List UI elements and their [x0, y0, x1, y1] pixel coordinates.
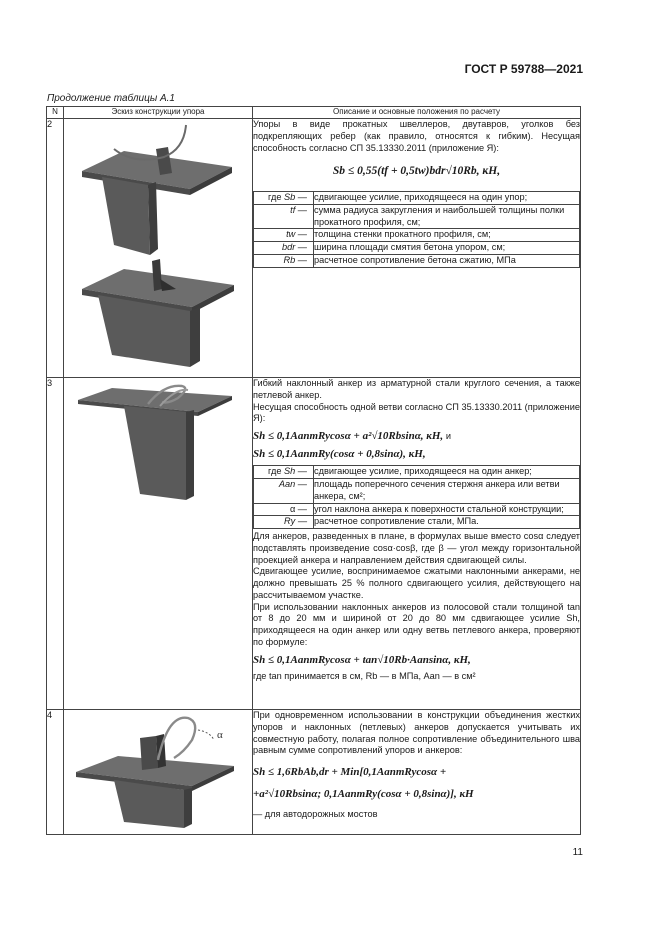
formula: Sh ≤ 0,1AanmRy(cosα + 0,8sinα), кН,: [253, 448, 426, 461]
description-paragraph: Упоры в виде прокатных швеллеров, двутавров, уголков без подкрепляющих ребер (как правило, относятся к гибким). Несущая способность согласно СП 35.13330.2011 (приложение Я):: [253, 119, 580, 153]
row-number: 2: [47, 119, 64, 378]
table-row: [47, 710, 581, 835]
table-header-row: [47, 107, 581, 119]
definition-text: площадь поперечного сечения стержня анкера или ветви анкера, см²;: [314, 478, 580, 503]
definitions-list: [253, 191, 580, 268]
description-paragraph: Несущая способность одной ветви согласно СП 35.13330.2011 (приложение Я):: [253, 401, 580, 424]
definition-symbol: где Sb —: [254, 192, 314, 205]
header-sketch: Эскиз конструкции упора: [64, 107, 253, 119]
sketch-cell: [64, 710, 253, 835]
description-paragraph: При одновременном использовании в конструкции объединения жестких упоров и наклонных (петлевых) анкеров допускается учитывать их совместную работу, полагая полное сопротивление объединительного шва равным сумме сопротивлений упоров и анкеров:: [253, 710, 580, 756]
definition-symbol: где Sh —: [254, 466, 314, 479]
definition-symbol: Rb —: [254, 254, 314, 267]
definition-text: толщина стенки прокатного профиля, см;: [314, 229, 580, 242]
description-cell: [253, 378, 581, 710]
description-paragraph: Гибкий наклонный анкер из арматурной стали круглого сечения, а также петлевой анкер.: [253, 378, 580, 400]
description-paragraph: Для анкеров, разведенных в плане, в формулах выше вместо cosα следует подставлять произведение cosα·cosβ, где β — угол между горизонтальной проекцией анкера и направлением действия сдвигающей силы.: [253, 531, 580, 565]
formula: Sh ≤ 0,1AanmRycosα + tan√10Rb·Aansinα, кН,: [253, 653, 471, 666]
formula: +a²√10Rbsinα; 0,1AanmRy(cosα + 0,8sinα)], кН: [253, 788, 474, 801]
definition-text: сдвигающее усилие, приходящееся на один анкер;: [314, 466, 580, 479]
description-cell: [253, 710, 581, 835]
definition-symbol: Ry —: [254, 516, 314, 529]
description-paragraph: где tan принимается в см, Rb — в МПа, Aan — в см²: [253, 670, 476, 681]
row-number: 3: [47, 378, 64, 710]
sketch-cell: [64, 119, 253, 378]
document-code: ГОСТ Р 59788—2021: [464, 62, 583, 76]
definition-text: сдвигающее усилие, приходящееся на один упор;: [314, 192, 580, 205]
definition-text: ширина площади смятия бетона упором, см;: [314, 242, 580, 255]
formula: Sb ≤ 0,55(tf + 0,5tw)bdr√10Rb, кН,: [332, 165, 501, 178]
header-number: N: [47, 107, 64, 119]
description-cell: [253, 119, 581, 378]
definition-symbol: tw —: [254, 229, 314, 242]
header-description: Описание и основные положения по расчету: [253, 107, 581, 119]
description-paragraph: При использовании наклонных анкеров из полосовой стали толщиной tan от 8 до 20 мм и шириной от 20 до 80 мм сдвигающее усилие Sh, приходящееся на один анкер или одну ветвь петлевого анкера, проверяют по формуле:: [253, 601, 580, 647]
description-paragraph: Сдвигающее усилие, воспринимаемое сжатыми наклонными анкерами, не должно превышать 25 % полного сдвигающего усилия, действующего на рассчитываемом участке.: [253, 566, 580, 600]
page-number: 11: [572, 847, 583, 858]
angle-label: α: [217, 729, 223, 741]
table-continuation-label: Продолжение таблицы А.1: [47, 93, 175, 104]
description-note: — для автодорожных мостов: [253, 809, 378, 820]
definition-symbol: Aan —: [254, 478, 314, 503]
definition-text: расчетное сопротивление стали, МПа.: [314, 516, 580, 529]
definition-text: угол наклона анкера к поверхности стальной конструкции;: [314, 503, 580, 516]
formula: Sh ≤ 1,6RbAb,dr + Min[0,1AanmRycosα +: [253, 766, 447, 779]
formula: Sh ≤ 0,1AanmRycosα + a²√10Rbsinα, кН, и: [253, 430, 452, 443]
combined-anchor-sketch: [64, 710, 253, 834]
channel-stud-sketch: [64, 119, 253, 377]
definition-text: сумма радиуса закругления и наибольшей толщины полки прокатного профиля, см;: [314, 204, 580, 229]
inclined-anchor-sketch: [64, 378, 253, 578]
table-row: [47, 378, 581, 710]
definition-symbol: α —: [254, 503, 314, 516]
definition-symbol: bdr —: [254, 242, 314, 255]
table-row: [47, 119, 581, 378]
sketch-cell: [64, 378, 253, 710]
definitions-list: [253, 465, 580, 529]
anchor-table: [46, 106, 581, 835]
definition-symbol: tf —: [254, 204, 314, 229]
definition-text: расчетное сопротивление бетона сжатию, МПа: [314, 254, 580, 267]
row-number: 4: [47, 710, 64, 835]
